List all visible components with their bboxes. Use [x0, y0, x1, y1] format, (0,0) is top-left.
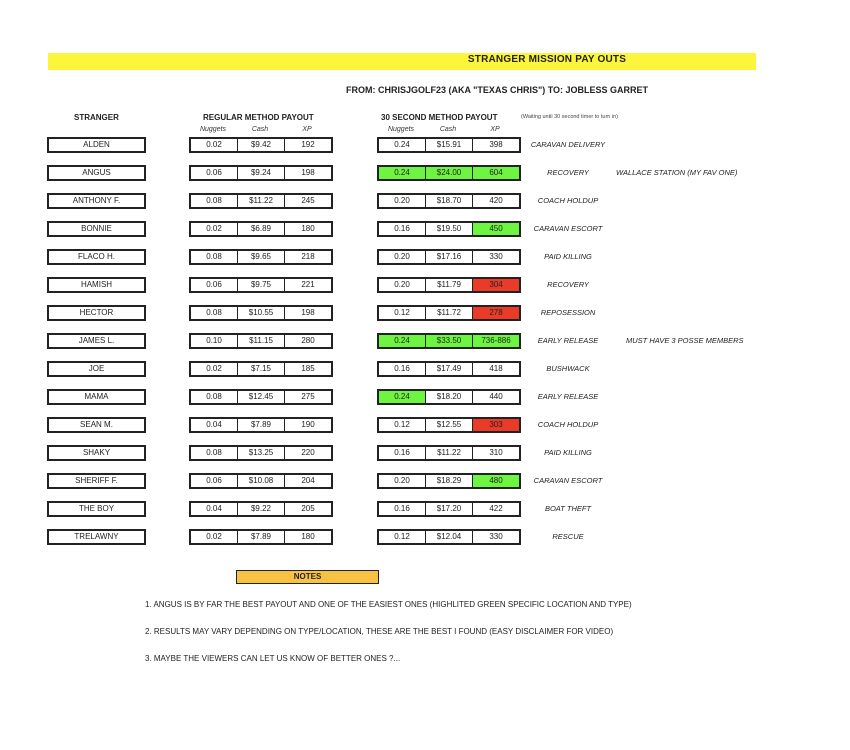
- stranger-name: HAMISH: [47, 277, 146, 293]
- 30-second-xp: 604: [472, 167, 519, 179]
- 30-second-payout-cells: [377, 361, 521, 377]
- regular-cash: $10.55: [237, 307, 284, 319]
- stranger-name: SHAKY: [47, 445, 146, 461]
- 30-second-cash: $18.29: [425, 475, 472, 487]
- 30-second-xp: 480: [472, 475, 519, 487]
- stranger-name: SEAN M.: [47, 417, 146, 433]
- table-row: [0, 501, 850, 517]
- 30-second-cash: $12.55: [425, 419, 472, 431]
- 30-second-cash: $15.91: [425, 139, 472, 151]
- regular-nuggets: 0.06: [191, 475, 237, 487]
- 30-second-cash: $18.20: [425, 391, 472, 403]
- regular-nuggets: 0.10: [191, 335, 237, 347]
- 30-second-xp: 310: [472, 447, 519, 459]
- regular-payout-cells: [189, 501, 333, 517]
- regular-xp: 204: [284, 475, 331, 487]
- stranger-name: TRELAWNY: [47, 529, 146, 545]
- mission-type: PAID KILLING: [544, 448, 592, 457]
- mission-type: RECOVERY: [547, 168, 589, 177]
- 30-second-xp: 303: [472, 419, 519, 431]
- regular-cash: $6.89: [237, 223, 284, 235]
- 30-second-cash: $33.50: [425, 335, 472, 347]
- mission-type: BOAT THEFT: [544, 504, 592, 513]
- 30-second-xp: 440: [472, 391, 519, 403]
- regular-payout-cells: [189, 417, 333, 433]
- regular-payout-cells: [189, 277, 333, 293]
- table-row: [0, 165, 850, 181]
- regular-payout-cells: [189, 529, 333, 545]
- mission-type: CARAVAN ESCORT: [533, 476, 603, 485]
- notes-header: NOTES: [236, 570, 379, 584]
- regular-nuggets: 0.08: [191, 307, 237, 319]
- regular-xp: 185: [284, 363, 331, 375]
- sub-header-nuggets: Nuggets: [199, 126, 227, 133]
- sub-header-cash-30: Cash: [439, 126, 457, 133]
- 30-second-payout-cells: [377, 473, 521, 489]
- regular-nuggets: 0.02: [191, 531, 237, 543]
- 30-second-nuggets: 0.16: [379, 363, 425, 375]
- table-row: [0, 473, 850, 489]
- table-row: [0, 389, 850, 405]
- page-title: STRANGER MISSION PAY OUTS: [467, 54, 627, 65]
- sub-header-xp: XP: [302, 126, 312, 133]
- 30-second-payout-cells: [377, 249, 521, 265]
- regular-cash: $9.65: [237, 251, 284, 263]
- table-row: [0, 277, 850, 293]
- regular-nuggets: 0.02: [191, 363, 237, 375]
- header-30-second-payout: 30 SECOND METHOD PAYOUT: [381, 113, 498, 122]
- regular-payout-cells: [189, 165, 333, 181]
- regular-xp: 221: [284, 279, 331, 291]
- 30-second-payout-cells: [377, 193, 521, 209]
- mission-type: PAID KILLING: [544, 252, 592, 261]
- regular-xp: 180: [284, 223, 331, 235]
- regular-nuggets: 0.08: [191, 195, 237, 207]
- mission-type: CARAVAN DELIVERY: [530, 140, 606, 149]
- stranger-name: ANGUS: [47, 165, 146, 181]
- regular-payout-cells: [189, 137, 333, 153]
- 30-second-nuggets: 0.24: [379, 391, 425, 403]
- table-row: [0, 529, 850, 545]
- table-row: [0, 361, 850, 377]
- 30-second-xp: 450: [472, 223, 519, 235]
- header-stranger: STRANGER: [74, 113, 119, 122]
- regular-cash: $13.25: [237, 447, 284, 459]
- stranger-name: THE BOY: [47, 501, 146, 517]
- regular-nuggets: 0.06: [191, 279, 237, 291]
- 30-second-cash: $19.50: [425, 223, 472, 235]
- table-row: [0, 445, 850, 461]
- regular-payout-cells: [189, 333, 333, 349]
- regular-nuggets: 0.04: [191, 503, 237, 515]
- regular-cash: $7.89: [237, 419, 284, 431]
- 30-second-xp: 278: [472, 307, 519, 319]
- stranger-name: JOE: [47, 361, 146, 377]
- stranger-name: SHERIFF F.: [47, 473, 146, 489]
- 30-second-nuggets: 0.16: [379, 447, 425, 459]
- mission-type: COACH HOLDUP: [537, 196, 599, 205]
- 30-second-xp: 418: [472, 363, 519, 375]
- table-row: [0, 221, 850, 237]
- 30-second-nuggets: 0.12: [379, 531, 425, 543]
- stranger-name: BONNIE: [47, 221, 146, 237]
- mission-type: RESCUE: [552, 532, 584, 541]
- 30-second-payout-cells: [377, 333, 521, 349]
- 30-second-payout-cells: [377, 165, 521, 181]
- note-line-1: 1. ANGUS IS BY FAR THE BEST PAYOUT AND ONE OF THE EASIEST ONES (HIGHLITED GREEN SPECIFIC LOCATION AND TYPE): [145, 600, 632, 609]
- regular-cash: $9.75: [237, 279, 284, 291]
- 30-second-payout-cells: [377, 501, 521, 517]
- regular-payout-cells: [189, 193, 333, 209]
- regular-payout-cells: [189, 473, 333, 489]
- table-row: [0, 305, 850, 321]
- regular-xp: 198: [284, 167, 331, 179]
- stranger-name: MAMA: [47, 389, 146, 405]
- table-row: [0, 193, 850, 209]
- regular-xp: 205: [284, 503, 331, 515]
- table-row: [0, 417, 850, 433]
- 30-second-cash: $17.20: [425, 503, 472, 515]
- regular-cash: $11.22: [237, 195, 284, 207]
- mission-type: REPOSESSION: [540, 308, 596, 317]
- sub-header-nuggets-30: Nuggets: [387, 126, 415, 133]
- 30-second-cash: $11.22: [425, 447, 472, 459]
- mission-type: COACH HOLDUP: [537, 420, 599, 429]
- 30-second-xp: 330: [472, 251, 519, 263]
- 30-second-nuggets: 0.24: [379, 335, 425, 347]
- regular-cash: $7.89: [237, 531, 284, 543]
- header-regular-payout: REGULAR METHOD PAYOUT: [203, 113, 314, 122]
- regular-xp: 180: [284, 531, 331, 543]
- from-line: FROM: CHRISJGOLF23 (AKA "TEXAS CHRIS") TO: JOBLESS GARRET: [346, 85, 649, 95]
- 30-second-nuggets: 0.12: [379, 307, 425, 319]
- 30-second-nuggets: 0.20: [379, 251, 425, 263]
- mission-type: RECOVERY: [547, 280, 589, 289]
- regular-nuggets: 0.04: [191, 419, 237, 431]
- 30-second-payout-cells: [377, 417, 521, 433]
- 30-second-nuggets: 0.20: [379, 279, 425, 291]
- 30-second-payout-cells: [377, 529, 521, 545]
- 30-second-cash: $18.70: [425, 195, 472, 207]
- 30-second-payout-cells: [377, 221, 521, 237]
- 30-second-nuggets: 0.24: [379, 139, 425, 151]
- 30-second-xp: 398: [472, 139, 519, 151]
- regular-xp: 280: [284, 335, 331, 347]
- stranger-name: ANTHONY F.: [47, 193, 146, 209]
- sub-header-xp-30: XP: [490, 126, 500, 133]
- regular-nuggets: 0.02: [191, 139, 237, 151]
- regular-xp: 220: [284, 447, 331, 459]
- sub-header-cash: Cash: [251, 126, 269, 133]
- header-30-second-note: (Waiting until 30 second timer to turn in): [521, 114, 619, 120]
- table-row: [0, 333, 850, 349]
- 30-second-payout-cells: [377, 305, 521, 321]
- regular-cash: $9.22: [237, 503, 284, 515]
- regular-xp: 245: [284, 195, 331, 207]
- 30-second-nuggets: 0.20: [379, 195, 425, 207]
- 30-second-nuggets: 0.24: [379, 167, 425, 179]
- 30-second-payout-cells: [377, 137, 521, 153]
- regular-payout-cells: [189, 305, 333, 321]
- regular-cash: $11.15: [237, 335, 284, 347]
- mission-type: CARAVAN ESCORT: [533, 224, 603, 233]
- 30-second-xp: 422: [472, 503, 519, 515]
- regular-nuggets: 0.08: [191, 391, 237, 403]
- regular-nuggets: 0.08: [191, 447, 237, 459]
- mission-type: EARLY RELEASE: [537, 392, 599, 401]
- regular-xp: 218: [284, 251, 331, 263]
- 30-second-cash: $17.49: [425, 363, 472, 375]
- regular-payout-cells: [189, 445, 333, 461]
- note-line-3: 3. MAYBE THE VIEWERS CAN LET US KNOW OF BETTER ONES ?...: [145, 654, 401, 663]
- regular-nuggets: 0.02: [191, 223, 237, 235]
- regular-nuggets: 0.06: [191, 167, 237, 179]
- mission-extra-note: MUST HAVE 3 POSSE MEMBERS: [626, 336, 744, 345]
- regular-cash: $12.45: [237, 391, 284, 403]
- 30-second-payout-cells: [377, 389, 521, 405]
- 30-second-payout-cells: [377, 445, 521, 461]
- 30-second-xp: 304: [472, 279, 519, 291]
- mission-type: BUSHWACK: [546, 364, 590, 373]
- regular-payout-cells: [189, 361, 333, 377]
- 30-second-nuggets: 0.16: [379, 223, 425, 235]
- 30-second-nuggets: 0.16: [379, 503, 425, 515]
- 30-second-cash: $11.79: [425, 279, 472, 291]
- 30-second-cash: $12.04: [425, 531, 472, 543]
- regular-cash: $7.15: [237, 363, 284, 375]
- 30-second-nuggets: 0.20: [379, 475, 425, 487]
- regular-cash: $10.08: [237, 475, 284, 487]
- 30-second-xp: 736-886: [472, 335, 519, 347]
- regular-xp: 275: [284, 391, 331, 403]
- mission-extra-note: WALLACE STATION (MY FAV ONE): [616, 168, 738, 177]
- regular-payout-cells: [189, 249, 333, 265]
- note-line-2: 2. RESULTS MAY VARY DEPENDING ON TYPE/LOCATION, THESE ARE THE BEST I FOUND (EASY DISCLAIMER FOR VIDEO): [145, 627, 614, 636]
- regular-payout-cells: [189, 221, 333, 237]
- 30-second-xp: 420: [472, 195, 519, 207]
- table-row: [0, 249, 850, 265]
- stranger-name: JAMES L.: [47, 333, 146, 349]
- 30-second-nuggets: 0.12: [379, 419, 425, 431]
- title-banner: [48, 53, 756, 70]
- 30-second-cash: $24.00: [425, 167, 472, 179]
- mission-type: EARLY RELEASE: [537, 336, 599, 345]
- table-row: [0, 137, 850, 153]
- 30-second-cash: $17.16: [425, 251, 472, 263]
- stranger-name: ALDEN: [47, 137, 146, 153]
- stranger-name: HECTOR: [47, 305, 146, 321]
- 30-second-payout-cells: [377, 277, 521, 293]
- regular-xp: 190: [284, 419, 331, 431]
- regular-xp: 198: [284, 307, 331, 319]
- stranger-name: FLACO H.: [47, 249, 146, 265]
- 30-second-cash: $11.72: [425, 307, 472, 319]
- regular-cash: $9.42: [237, 139, 284, 151]
- regular-xp: 192: [284, 139, 331, 151]
- regular-nuggets: 0.08: [191, 251, 237, 263]
- regular-payout-cells: [189, 389, 333, 405]
- regular-cash: $9.24: [237, 167, 284, 179]
- 30-second-xp: 330: [472, 531, 519, 543]
